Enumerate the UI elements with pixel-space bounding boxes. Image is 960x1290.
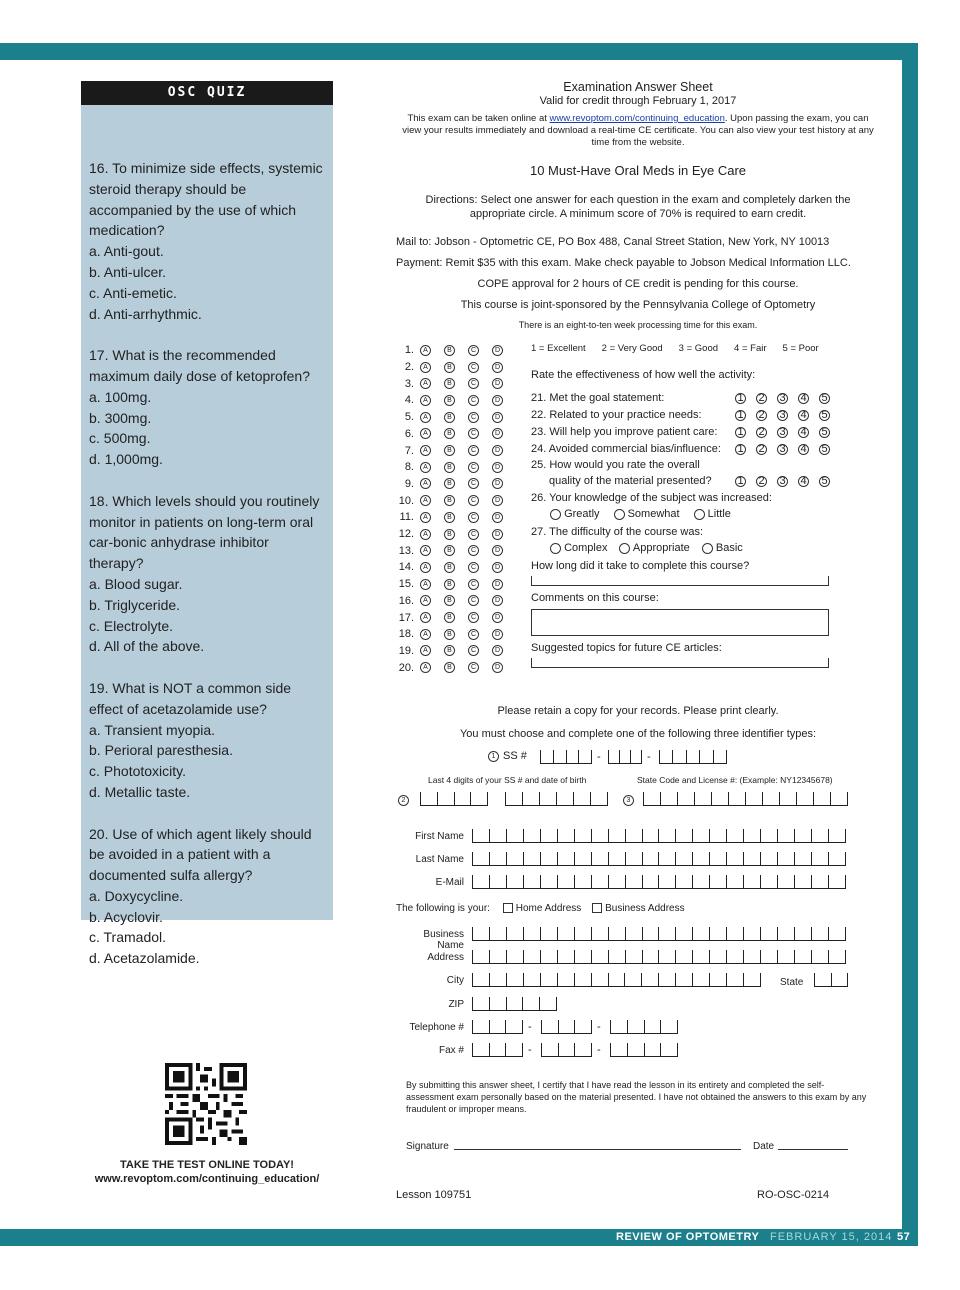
choose-note: You must choose and complete one of the following three identifier types: [459, 728, 817, 740]
answer-bubble[interactable]: B [444, 545, 455, 556]
directions: Directions: Select one answer for each question in the exam and completely darken the appropriate circle. A minimum score of 70% is required to earn credit. [425, 194, 851, 220]
fax-label: Fax # [438, 1045, 464, 1056]
last4-label: Last 4 digits of your SS # and date of birth [428, 775, 587, 785]
state-field[interactable] [814, 973, 848, 987]
answer-bubble[interactable]: C [468, 629, 479, 640]
answer-bubble[interactable]: D [492, 395, 503, 406]
answer-bubble[interactable]: D [492, 445, 503, 456]
telephone-label: Telephone # [409, 1022, 464, 1033]
question-option: c. 500mg. [89, 430, 151, 447]
answer-bubble[interactable]: A [420, 462, 431, 473]
ss-dash: - [597, 751, 601, 763]
answer-bubble[interactable]: C [468, 495, 479, 506]
question-option: b. Acyclovir. [89, 908, 163, 925]
question-option: b. Triglyceride. [89, 596, 181, 613]
question-option: d. Metallic taste. [89, 783, 191, 800]
business-name-field[interactable] [472, 927, 846, 941]
answer-number: 16. [398, 594, 414, 607]
last-name-field[interactable] [472, 852, 846, 866]
rating-bubble[interactable]: 3 [777, 476, 788, 487]
answer-bubble[interactable]: D [492, 345, 503, 356]
course-code: RO-OSC-0214 [757, 1189, 830, 1201]
answer-bubble[interactable]: C [468, 395, 479, 406]
ss-id-row [488, 750, 527, 762]
answer-bubble[interactable]: A [420, 545, 431, 556]
business-name-label: Business Name [423, 929, 464, 951]
footer-bar [0, 1229, 918, 1246]
answer-row [396, 359, 516, 376]
magazine-name: REVIEW OF OPTOMETRY [616, 1231, 760, 1243]
answer-number: 20. [398, 661, 414, 674]
question-option: c. Phototoxicity. [89, 763, 187, 780]
answer-bubble[interactable]: A [420, 395, 431, 406]
rate-item-label: 21. Met the goal statement: [531, 392, 665, 404]
answer-bubble[interactable]: B [444, 562, 455, 573]
answer-bubble[interactable]: B [444, 412, 455, 423]
answer-bubble[interactable]: A [420, 612, 431, 623]
rate-item-label: 24. Avoided commercial bias/influence: [531, 443, 721, 455]
answer-number: 17. [398, 611, 414, 624]
question-option: a. 100mg. [89, 388, 152, 405]
rating-bubble[interactable]: 2 [756, 427, 767, 438]
answer-bubble[interactable]: C [468, 529, 479, 540]
question-stem: 18. Which levels should you routinely monitor in patients on long-term oral car-bonic anhydrase inhibitor therapy? [89, 492, 320, 572]
answer-number: 15. [398, 578, 414, 591]
question-stem: 20. Use of which agent likely should be avoided in a patient with a documented sulfa allergy? [89, 825, 312, 884]
answer-row [396, 643, 516, 660]
answer-bubble[interactable]: A [420, 629, 431, 640]
q25-line1: 25. How would you rate the overall [531, 459, 700, 471]
answer-bubble[interactable]: D [492, 412, 503, 423]
quiz-questions [81, 105, 333, 969]
question-option: c. Electrolyte. [89, 617, 174, 634]
date-label: Date [753, 1141, 775, 1152]
answer-bubble[interactable]: D [492, 595, 503, 606]
rating-bubble[interactable]: 4 [798, 393, 809, 404]
answer-bubble[interactable]: B [444, 595, 455, 606]
rate-item-label: 23. Will help you improve patient care: [531, 426, 718, 438]
last-name-label: Last Name [415, 854, 464, 865]
q27-options [550, 542, 743, 554]
rating-bubble[interactable]: 5 [819, 476, 830, 487]
question-option: d. Acetazolamide. [89, 950, 200, 967]
answer-bubble[interactable]: D [492, 362, 503, 373]
certify-text: By submitting this answer sheet, I certify that I have read the lesson in its entirety and completed the self-assessment exam personally based on the material presented. I have not obtained the answers to this exam by any fraudulent or improper means. [406, 1080, 867, 1114]
answer-row [396, 593, 516, 610]
answer-bubble[interactable]: B [444, 529, 455, 540]
take-test-online [81, 1158, 333, 1186]
answer-row [396, 492, 516, 509]
telephone-dash: - [528, 1021, 532, 1033]
online-exam-link[interactable]: www.revoptom.com/continuing_education [549, 113, 725, 124]
question-stem: 17. What is the recommended maximum daily dose of ketoprofen? [89, 347, 310, 384]
q26-options [550, 508, 731, 520]
answer-bubble[interactable]: B [444, 445, 455, 456]
answer-bubble[interactable]: A [420, 579, 431, 590]
id-option-3[interactable]: 3 [623, 795, 634, 806]
rating-bubble[interactable]: 1 [735, 427, 746, 438]
answer-number: 14. [398, 561, 414, 574]
state-code-label: State Code and License #: (Example: NY12345678) [637, 775, 833, 785]
question-stem: 19. What is NOT a common side effect of acetazolamide use? [89, 679, 292, 717]
ss-part3[interactable] [659, 750, 727, 764]
answer-bubble[interactable]: C [468, 662, 479, 673]
answer-row [396, 409, 516, 426]
rating-bubble[interactable]: 3 [777, 393, 788, 404]
home-checkbox[interactable] [503, 903, 513, 913]
answer-bubble[interactable]: C [468, 445, 479, 456]
question-option: a. Transient myopia. [89, 721, 216, 738]
id-option-1[interactable]: 1 [488, 751, 499, 762]
rating-bubble[interactable]: 1 [735, 410, 746, 421]
business-address-option[interactable]: Business Address [592, 903, 685, 914]
last4-field[interactable] [420, 792, 488, 806]
ss-label: SS # [503, 750, 527, 762]
answer-bubble[interactable]: A [420, 495, 431, 506]
quiz-question [89, 824, 325, 970]
answer-row [396, 375, 516, 392]
page-number: 57 [897, 1231, 911, 1243]
answer-number: 13. [398, 544, 414, 557]
dob-field[interactable] [505, 792, 608, 806]
suggested-field[interactable] [531, 658, 829, 668]
rating-bubble[interactable]: 4 [798, 427, 809, 438]
answer-bubble[interactable]: C [468, 478, 479, 489]
answer-bubble[interactable]: B [444, 645, 455, 656]
answer-bubble[interactable]: C [468, 579, 479, 590]
answer-bubble[interactable]: A [420, 428, 431, 439]
rating-bubble[interactable]: 4 [798, 476, 809, 487]
issue-date: FEBRUARY 15, 2014 [770, 1231, 893, 1243]
fax-field[interactable] [610, 1043, 678, 1057]
ss-part2[interactable] [608, 750, 642, 764]
signature-label: Signature [406, 1141, 449, 1152]
top-color-bar [0, 43, 918, 60]
qr-code-icon[interactable] [165, 1063, 247, 1145]
answer-number: 5. [404, 411, 414, 424]
online-url-link[interactable]: www.revoptom.com/continuing_education/ [94, 1173, 320, 1185]
quiz-question [89, 491, 325, 657]
answer-bubble[interactable]: B [444, 512, 455, 523]
rating-bubble[interactable]: 3 [777, 444, 788, 455]
answer-bubble[interactable]: A [420, 645, 431, 656]
answer-bubble[interactable]: B [444, 478, 455, 489]
q26-label: 26. Your knowledge of the subject was increased: [531, 492, 772, 504]
answer-row [396, 476, 516, 493]
answer-bubble[interactable]: C [468, 462, 479, 473]
rating-bubble[interactable]: 4 [798, 444, 809, 455]
sheet-valid: Valid for credit through February 1, 2017 [539, 95, 737, 107]
comments-label: Comments on this course: [531, 592, 659, 604]
question-option: a. Doxycycline. [89, 887, 184, 904]
answer-number: 3. [404, 377, 414, 390]
rating-bubble[interactable]: 5 [819, 410, 830, 421]
rating-bubble[interactable]: 5 [819, 427, 830, 438]
rating-bubble[interactable]: 3 [777, 427, 788, 438]
ss-dash-2: - [647, 751, 651, 763]
rating-bubble[interactable]: 2 [756, 410, 767, 421]
answer-bubble[interactable]: D [492, 579, 503, 590]
question-option: a. Blood sugar. [89, 575, 183, 592]
online-cta: TAKE THE TEST ONLINE TODAY! [120, 1159, 294, 1171]
question-option: d. Anti-arrhythmic. [89, 305, 202, 322]
answer-bubble[interactable]: B [444, 428, 455, 439]
answer-bubble[interactable]: C [468, 595, 479, 606]
sheet-title: Examination Answer Sheet [563, 80, 713, 94]
rating-bubble[interactable]: 1 [735, 444, 746, 455]
q27-appropriate[interactable]: Appropriate [619, 542, 689, 554]
answer-bubble[interactable]: B [444, 495, 455, 506]
ss-part1[interactable] [540, 750, 592, 764]
answer-bubble[interactable]: A [420, 378, 431, 389]
answer-number: 19. [398, 644, 414, 657]
answer-bubble[interactable]: D [492, 662, 503, 673]
payment: Payment: Remit $35 with this exam. Make check payable to Jobson Medical Information LLC. [396, 257, 851, 269]
city-field[interactable] [472, 973, 761, 987]
answer-bubble[interactable]: D [492, 495, 503, 506]
answer-row [396, 626, 516, 643]
fax-dash: - [597, 1044, 601, 1056]
answer-row [396, 659, 516, 676]
answer-row [396, 609, 516, 626]
answer-bubble[interactable]: C [468, 412, 479, 423]
answer-row [396, 526, 516, 543]
home-address-option[interactable]: Home Address [503, 903, 582, 914]
answer-row [396, 426, 516, 443]
answer-row [396, 442, 516, 459]
answer-bubble[interactable]: A [420, 562, 431, 573]
suggested-label: Suggested topics for future CE articles: [531, 642, 722, 654]
answer-bubble[interactable]: A [420, 412, 431, 423]
comments-field[interactable] [531, 609, 829, 636]
answer-bubble[interactable]: D [492, 428, 503, 439]
answer-row [396, 509, 516, 526]
fax-field[interactable] [472, 1043, 523, 1057]
answer-bubble[interactable]: C [468, 345, 479, 356]
sheet-online-text: This exam can be taken online at www.revoptom.com/continuing_education. Upon passing the exam, you can view your results immediately and download a real-time CE certificate. You can also view your test history at any time from the website. [402, 113, 874, 148]
quiz-header: OSC QUIZ [81, 81, 333, 105]
q27-label: 27. The difficulty of the course was: [531, 526, 704, 538]
answer-bubble[interactable]: B [444, 629, 455, 640]
rating-bubble[interactable]: 2 [756, 444, 767, 455]
zip-label: ZIP [448, 999, 464, 1010]
answer-number: 8. [404, 461, 414, 474]
city-label: City [446, 975, 464, 986]
answer-bubble[interactable]: A [420, 512, 431, 523]
zip-field[interactable] [472, 997, 557, 1011]
email-label: E-Mail [435, 877, 464, 888]
question-option: d. 1,000mg. [89, 451, 163, 468]
q26-little[interactable]: Little [694, 508, 731, 520]
answer-bubble[interactable]: B [444, 395, 455, 406]
answer-bubble[interactable]: A [420, 478, 431, 489]
answer-bubble[interactable]: D [492, 629, 503, 640]
rating-bubble[interactable]: 1 [735, 393, 746, 404]
mail-to: Mail to: Jobson - Optometric CE, PO Box 488, Canal Street Station, New York, NY 10013 [396, 236, 830, 248]
answer-number: 12. [398, 528, 414, 541]
rating-bubble[interactable]: 5 [819, 393, 830, 404]
q25-line2: quality of the material presented? [549, 475, 712, 487]
answer-bubble[interactable]: D [492, 512, 503, 523]
processing-time: There is an eight-to-ten week processing time for this exam. [518, 320, 758, 330]
answer-bubble[interactable]: B [444, 462, 455, 473]
answer-bubble[interactable]: D [492, 478, 503, 489]
joint-sponsor: This course is joint-sponsored by the Pennsylvania College of Optometry [460, 299, 816, 311]
answer-bubble[interactable]: B [444, 612, 455, 623]
quiz-question [89, 158, 325, 324]
question-stem: 16. To minimize side effects, systemic steroid therapy should be accompanied by the use of which medication? [89, 160, 323, 239]
date-field[interactable] [778, 1149, 848, 1150]
answer-bubble[interactable]: C [468, 562, 479, 573]
question-option: c. Tramadol. [89, 929, 167, 946]
answer-bubble[interactable]: B [444, 579, 455, 590]
answer-number: 9. [404, 477, 414, 490]
cope-note: COPE approval for 2 hours of CE credit is pending for this course. [477, 278, 799, 290]
license-field[interactable] [643, 792, 848, 806]
answer-bubble[interactable]: B [444, 378, 455, 389]
answer-bubble[interactable]: D [492, 562, 503, 573]
answer-number: 10. [398, 494, 414, 507]
right-color-bar [902, 43, 918, 1245]
answer-bubble[interactable]: A [420, 362, 431, 373]
answer-bubble[interactable]: B [444, 362, 455, 373]
first-name-label: First Name [415, 831, 464, 842]
rating-bubble[interactable]: 1 [735, 476, 746, 487]
question-option: d. All of the above. [89, 638, 205, 655]
answer-row [396, 576, 516, 593]
answer-bubble[interactable]: D [492, 529, 503, 540]
rating-bubble[interactable]: 4 [798, 410, 809, 421]
id-option-2[interactable]: 2 [398, 795, 409, 806]
answer-row [396, 342, 516, 359]
answer-bubble[interactable]: D [492, 545, 503, 556]
answer-bubble[interactable]: A [420, 595, 431, 606]
answer-row [396, 542, 516, 559]
business-checkbox[interactable] [592, 903, 602, 913]
answer-row [396, 392, 516, 409]
quiz-panel [81, 81, 333, 967]
signature-field[interactable] [454, 1149, 741, 1150]
rating-bubble[interactable]: 2 [756, 393, 767, 404]
answer-bubble[interactable]: D [492, 645, 503, 656]
answer-bubble[interactable]: C [468, 612, 479, 623]
question-option: a. Anti-gout. [89, 243, 164, 260]
fax-field[interactable] [541, 1043, 592, 1057]
fax-dash: - [528, 1044, 532, 1056]
quiz-question [89, 678, 325, 803]
question-option: c. Anti-emetic. [89, 284, 177, 301]
question-option: b. Perioral paresthesia. [89, 742, 233, 759]
answer-bubble[interactable]: C [468, 545, 479, 556]
answer-number: 6. [404, 427, 414, 440]
answer-row [396, 559, 516, 576]
telephone-field[interactable] [541, 1020, 592, 1034]
how-long-label: How long did it take to complete this course? [531, 560, 750, 572]
question-option: b. Anti-ulcer. [89, 263, 167, 280]
how-long-field[interactable] [531, 576, 829, 586]
address-label: Address [427, 952, 464, 963]
lesson-number: Lesson 109751 [396, 1189, 472, 1201]
q27-complex[interactable]: Complex [550, 542, 607, 554]
rating-bubble[interactable]: 5 [819, 444, 830, 455]
answer-bubble[interactable]: A [420, 529, 431, 540]
answer-bubble[interactable]: C [468, 645, 479, 656]
answer-number: 7. [404, 444, 414, 457]
answer-bubble[interactable]: D [492, 378, 503, 389]
answer-row [396, 459, 516, 476]
answer-bubble[interactable]: B [444, 345, 455, 356]
answer-bubble[interactable]: D [492, 462, 503, 473]
retain-note: Please retain a copy for your records. Please print clearly. [497, 705, 779, 717]
telephone-field[interactable] [610, 1020, 678, 1034]
answer-bubble[interactable]: A [420, 662, 431, 673]
answer-number: 11. [399, 511, 414, 524]
course-title: 10 Must-Have Oral Meds in Eye Care [529, 163, 747, 178]
rating-scale: 1 = Excellent 2 = Very Good 3 = Good 4 = Fair 5 = Poor [531, 343, 819, 354]
rating-bubble[interactable]: 3 [777, 410, 788, 421]
answer-bubble[interactable]: A [420, 445, 431, 456]
rate-intro: Rate the effectiveness of how well the activity: [531, 369, 756, 381]
answer-bubble[interactable]: C [468, 362, 479, 373]
q27-basic[interactable]: Basic [702, 542, 743, 554]
q26-greatly[interactable]: Greatly [550, 508, 600, 520]
telephone-field[interactable] [472, 1020, 523, 1034]
answer-number: 18. [398, 628, 414, 641]
answer-number: 2. [404, 361, 414, 374]
rating-bubble[interactable]: 2 [756, 476, 767, 487]
rate-item-label: 22. Related to your practice needs: [531, 409, 702, 421]
address-type-row: The following is your: Home Address Business Address [396, 903, 685, 914]
state-label: State [780, 977, 804, 988]
answer-bubble[interactable]: B [444, 662, 455, 673]
email-field[interactable] [472, 875, 846, 889]
telephone-dash: - [597, 1021, 601, 1033]
q26-somewhat[interactable]: Somewhat [614, 508, 680, 520]
answer-bubble[interactable]: D [492, 612, 503, 623]
answer-bubble[interactable]: C [468, 378, 479, 389]
question-option: b. 300mg. [89, 409, 152, 426]
answer-bubble[interactable]: A [420, 345, 431, 356]
answer-number: 4. [404, 394, 414, 407]
address-field[interactable] [472, 950, 846, 964]
answer-bubble[interactable]: C [468, 512, 479, 523]
answer-bubble[interactable]: C [468, 428, 479, 439]
first-name-field[interactable] [472, 829, 846, 843]
quiz-question [89, 345, 325, 470]
answer-number: 1. [404, 344, 414, 357]
